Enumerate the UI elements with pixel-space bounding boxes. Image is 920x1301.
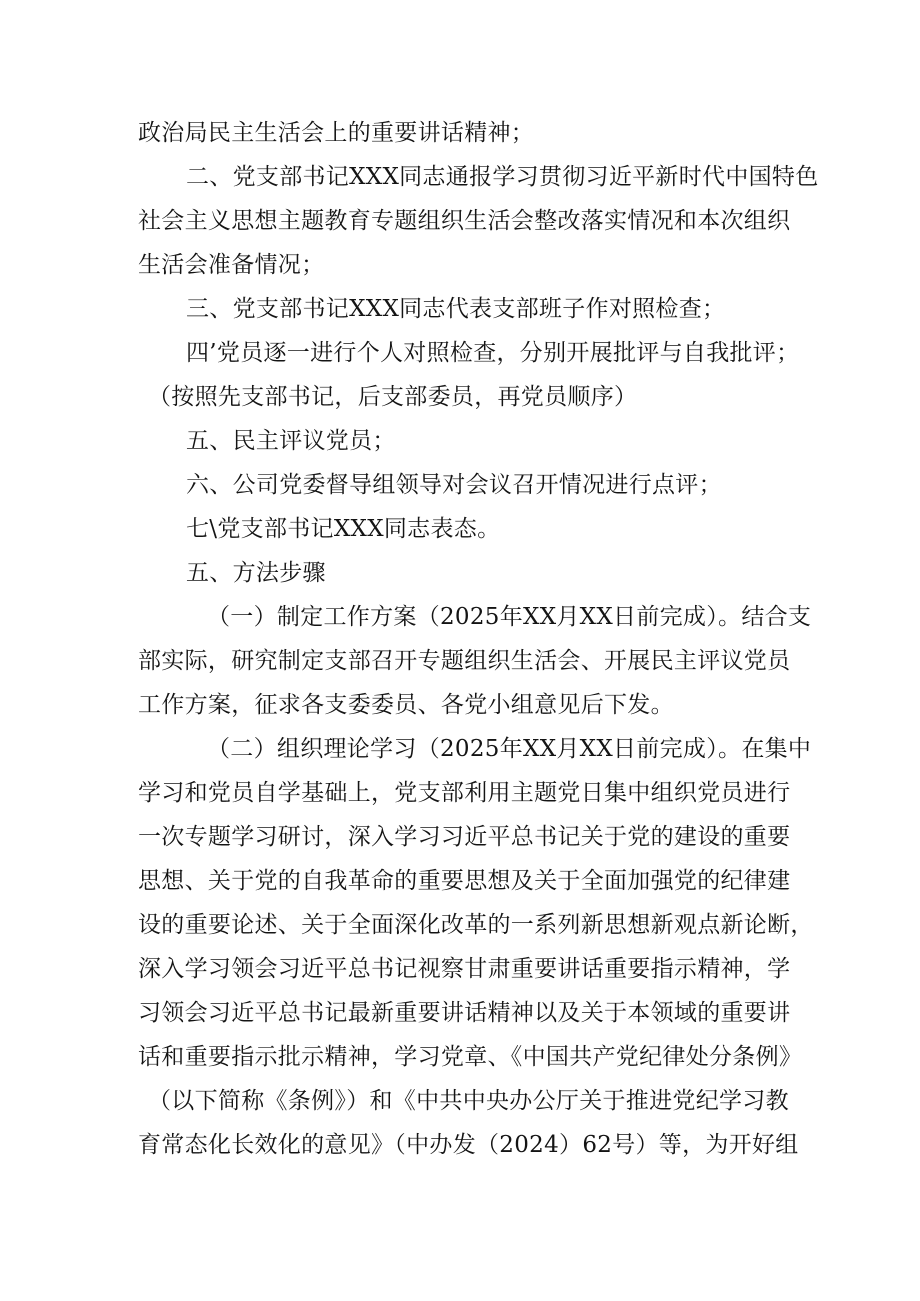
text-line-19: 设的重要论述、关于全面深化改革的一系列新思想新观点新论断，	[138, 912, 814, 938]
text-line-8: 五、民主评议党员；	[186, 428, 396, 454]
text-line-9: 六、公司党委督导组领导对会议召开情况进行点评；	[186, 472, 722, 498]
text-line-24: 育常态化长效化的意见》（中办发（2024）62号）等，为开好组	[138, 1132, 799, 1158]
text-line-6: 四’党员逐一进行个人对照检查，分别开展批评与自我批评；	[186, 340, 800, 366]
text-line-10: 七\党支部书记XXX同志表态。	[186, 516, 501, 542]
text-line-17: 一次专题学习研讨，深入学习习近平总书记关于党的建设的重要	[138, 824, 791, 850]
text-line-16: 学习和党员自学基础上，党支部利用主题党日集中组织党员进行	[138, 780, 791, 806]
text-line-5: 三、党支部书记XXX同志代表支部班子作对照检查；	[186, 296, 726, 322]
text-line-21: 习领会习近平总书记最新重要讲话精神以及关于本领域的重要讲	[138, 1000, 791, 1026]
text-line-13: 部实际，研究制定支部召开专题组织生活会、开展民主评议党员	[138, 648, 791, 674]
text-line-4: 生活会准备情况；	[138, 252, 325, 278]
text-line-3: 社会主义思想主题教育专题组织生活会整改落实情况和本次组织	[138, 208, 791, 234]
text-line-7: （按照先支部书记，后支部委员，再党员顺序）	[148, 384, 638, 410]
text-line-12: （一）制定工作方案（2025年XX月XX日前完成）。结合支	[207, 604, 812, 630]
text-line-15: （二）组织理论学习（2025年XX月XX日前完成）。在集中	[207, 736, 812, 762]
text-line-11: 五、方法步骤	[186, 560, 326, 586]
text-line-22: 话和重要指示批示精神，学习党章、《中国共产党纪律处分条例》	[138, 1044, 803, 1070]
text-line-18: 思想、关于党的自我革命的重要思想及关于全面加强党的纪律建	[138, 868, 791, 894]
text-line-23: （以下简称《条例》）和《中共中央办公厅关于推进党纪学习教	[148, 1088, 789, 1114]
text-line-20: 深入学习领会习近平总书记视察甘肃重要讲话重要指示精神，学	[138, 956, 791, 982]
text-line-1: 政治局民主生活会上的重要讲话精神；	[138, 120, 535, 146]
text-line-2: 二、党支部书记XXX同志通报学习贯彻习近平新时代中国特色	[186, 164, 819, 190]
text-line-14: 工作方案，征求各支委委员、各党小组意见后下发。	[138, 692, 674, 718]
